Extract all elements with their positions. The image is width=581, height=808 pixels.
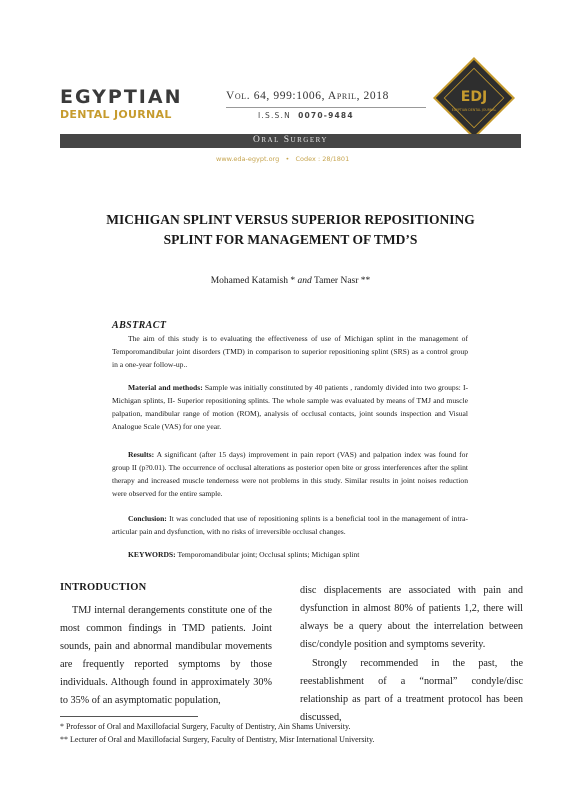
- methods-text: Sample was initially constituted by 40 patients , randomly divided into two groups: I- Michigan splints, II- Superior repositioning splints. The whole sample was evaluated by means of TMJ and muscle palpation, mandibular range of motion (ROM), analysis of occlusal contacts, joint sounds inspection and Visual Analogue Scale (VAS) for one year.: [112, 383, 468, 431]
- issn-label: I.S.S.N: [258, 111, 291, 120]
- edj-logo: [432, 56, 516, 140]
- conclusion-text: It was concluded that use of repositioning splints is a beneficial tool in the management of intra-articular pain and dysfunction, with no risks of irreversible occlusal changes.: [112, 514, 468, 536]
- methods-label: Material and methods:: [128, 383, 203, 392]
- header-divider: [226, 107, 426, 108]
- abstract-heading: ABSTRACT: [112, 320, 167, 331]
- article-title: [60, 210, 521, 250]
- issn: [258, 111, 354, 120]
- footnote-1: * Professor of Oral and Maxillofacial Surgery, Faculty of Dentistry, Ain Shams University.: [60, 722, 351, 731]
- conclusion-label: Conclusion:: [128, 514, 167, 523]
- title-line-1: MICHIGAN SPLINT VERSUS SUPERIOR REPOSITIONING: [106, 212, 475, 227]
- authors: [60, 276, 521, 286]
- abstract-conclusion: [112, 512, 468, 538]
- edj-logo-ring-text: EGYPTIAN DENTAL JOURNAL: [451, 108, 497, 112]
- title-line-2: SPLINT FOR MANAGEMENT OF TMD’S: [163, 232, 418, 247]
- intro-left-paragraph: TMJ internal derangements constitute one of the most common findings in TMD patients. Joint sounds, pain and abnormal mandibular movements are frequently reported symptoms by those individuals. Although found in approximately 30% to 35% of an asymptomatic population,: [60, 605, 272, 706]
- bullet-separator: •: [285, 155, 290, 163]
- author-2: Tamer Nasr **: [313, 276, 371, 286]
- results-text: A significant (after 15 days) improvement in pain report (VAS) and palpation index was found for group II (p?0.01). The occurrence of occlusal alterations as posterior open bite or gross interferences after the splint therapy and increased muscle tenderness were not problems in this study. Similar results in joint noises reduction were observed for the entire sample.: [112, 450, 469, 498]
- author-and: and: [297, 276, 312, 286]
- journal-subtitle: DENTAL JOURNAL: [60, 108, 172, 121]
- keywords-label: KEYWORDS:: [128, 550, 176, 559]
- abstract-methods: [112, 381, 468, 433]
- issn-value: 0070-9484: [298, 111, 354, 120]
- section-label: Oral Surgery: [253, 135, 328, 145]
- author-1: Mohamed Katamish *: [210, 276, 296, 286]
- codex: Codex : 28/1801: [295, 155, 350, 163]
- abstract-intro: The aim of this study is to evaluating the effectiveness of use of Michigan splint in the management of Temporomandibular joint disorders (TMD) in comparison to superior repositioning splint (SRS) as a control group in a one-year follow-up..: [112, 334, 468, 369]
- footnote-2: ** Lecturer of Oral and Maxillofacial Surgery, Faculty of Dentistry, Misr International University.: [60, 735, 375, 744]
- volume-info: Vol. 64, 999:1006, April, 2018: [226, 90, 389, 102]
- journal-name: EGYPTIAN: [60, 86, 183, 108]
- results-label: Results:: [128, 450, 155, 459]
- footnote-divider: [60, 716, 198, 717]
- keywords-text: Temporomandibular joint; Occlusal splints; Michigan splint: [177, 550, 360, 559]
- edj-logo-text: EDJ: [460, 89, 488, 105]
- web-line: [216, 155, 349, 163]
- section-bar: [60, 134, 521, 148]
- introduction-heading: INTRODUCTION: [60, 582, 147, 593]
- abstract-results: [112, 448, 468, 500]
- website-link[interactable]: www.eda-egypt.org: [216, 155, 280, 163]
- intro-right-paragraph-2: Strongly recommended in the past, the reestablishment of a “normal” condyle/disc relationship as part of a treatment protocol has been discussed,: [300, 658, 523, 723]
- intro-right-paragraph-1: disc displacements are associated with pain and dysfunction in almost 80% of patients 1,2, there will always be a query about the interrelation between disc/condyle position and symptoms severity.: [300, 585, 523, 650]
- keywords: [112, 548, 468, 561]
